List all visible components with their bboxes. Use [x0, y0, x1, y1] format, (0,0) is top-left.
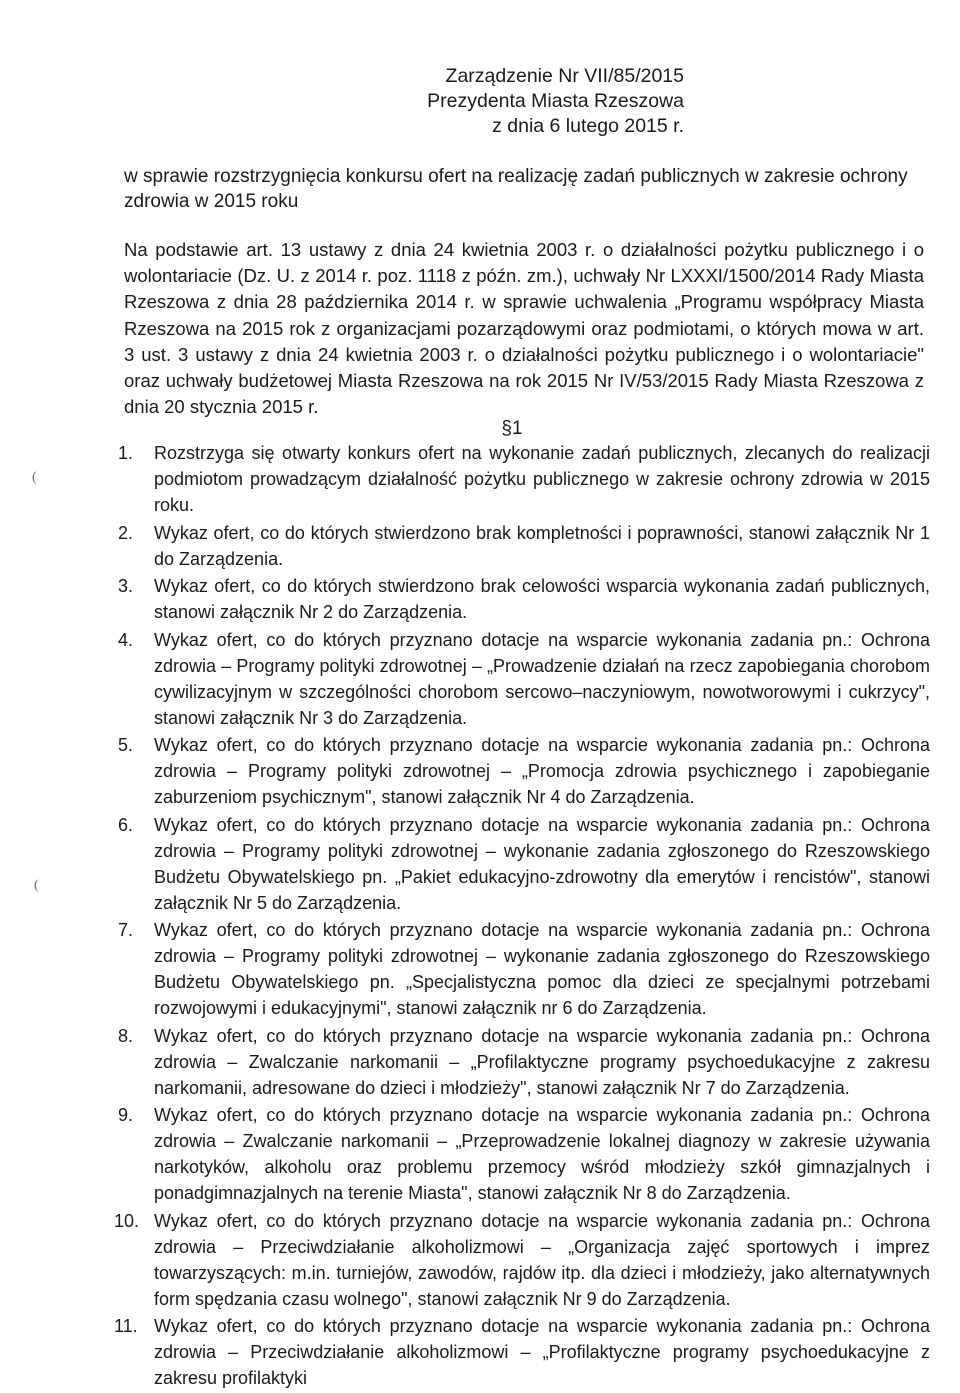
item-text: Wykaz ofert, co do których przyznano dotacje na wsparcie wykonania zadania pn.: Ochrona zdrowia – Zwalczanie narkomanii – „Profilaktyczne programy psychoedukacyjne z zakresu narkomanii, adresowane do dzieci i młodzieży", stanowi załącznik Nr 7 do Zarządzenia.: [154, 1025, 930, 1098]
margin-mark: (: [32, 470, 37, 485]
list-item: [118, 917, 930, 1021]
list-item: [118, 440, 930, 518]
item-text: Wykaz ofert, co do których przyznano dotacje na wsparcie wykonania zadania pn.: Ochrona zdrowia – Zwalczanie narkomanii – „Przeprowadzenie lokalnej diagnozy w zakresie używania narkotyków, alkoholu oraz problemu przemocy wśród młodzieży szkół gimnazjalnych i ponadgimnazjalnych na terenie Miasta", stanowi załącznik Nr 8 do Zarządzenia.: [154, 1105, 930, 1203]
item-text: Wykaz ofert, co do których przyznano dotacje na wsparcie wykonania zadania pn.: Ochrona zdrowia – Programy polityki zdrowotnej – „Prowadzenie działań na rzecz zapobiegania chorobom cywilizacyjnym w szczególności chorobom sercowo–naczyniowym, nowotworowymi i cukrzycy", stanowi załącznik Nr 3 do Zarządzenia.: [154, 629, 930, 728]
item-text: Wykaz ofert, co do których przyznano dotacje na wsparcie wykonania zadania pn.: Ochrona zdrowia – Programy polityki zdrowotnej – wykonanie zadania zgłoszonego do Rzeszowskiego Budżetu Obywatelskiego pn. „Specjalistyczna pomoc dla dzieci ze specjalnymi potrzebami rozwojowymi i edukacyjnymi", stanowi załącznik nr 6 do Zarządzenia.: [154, 920, 930, 1018]
item-number: 3.: [118, 576, 134, 596]
item-number: 1.: [118, 443, 134, 463]
ordinance-date: z dnia 6 lutego 2015 r.: [492, 115, 684, 137]
item-number: 5.: [118, 735, 134, 755]
ordinance-number: Zarządzenie Nr VII/85/2015: [445, 65, 684, 87]
list-item: [118, 812, 930, 916]
item-number: 6.: [118, 814, 134, 835]
item-text: Wykaz ofert, co do których przyznano dotacje na wsparcie wykonania zadania pn.: Ochrona zdrowia – Przeciwdziałanie alkoholizmowi – „Profilaktyczne programy psychoedukacyjne z zakresu profilaktyki: [154, 1316, 930, 1388]
item-number: 2.: [118, 522, 134, 543]
section-mark: §1: [501, 418, 523, 439]
list-item: [114, 1208, 930, 1312]
document-subject: w sprawie rozstrzygnięcia konkursu ofert na realizację zadań publicznych w zakresie ochrony zdrowia w 2015 roku: [124, 166, 908, 212]
item-number: 4.: [118, 629, 134, 650]
item-number: 7.: [118, 920, 134, 940]
item-number: 11.: [114, 1316, 138, 1336]
item-number: 9.: [118, 1105, 134, 1125]
issuing-authority: Prezydenta Miasta Rzeszowa: [427, 90, 684, 112]
legal-basis-paragraph: Na podstawie art. 13 ustawy z dnia 24 kwietnia 2003 r. o działalności pożytku publicznego i o wolontariacie (Dz. U. z 2014 r. poz. 1118 z późn. zm.), uchwały Nr LXXXI/1500/2014 Rady Miasta Rzeszowa z dnia 28 października 2014 r. w sprawie uchwalenia „Programu współpracy Miasta Rzeszowa na 2015 rok z organizacjami pozarządowymi oraz podmiotami, o których mowa w art. 3 ust. 3 ustawy z dnia 24 kwietnia 2003 r. o działalności pożytku publicznego i o wolontariacie" oraz uchwały budżetowej Miasta Rzeszowa na rok 2015 Nr IV/53/2015 Rady Miasta Rzeszowa z dnia 20 stycznia 2015 r.: [124, 239, 924, 418]
item-text: Wykaz ofert, co do których przyznano dotacje na wsparcie wykonania zadania pn.: Ochrona zdrowia – Programy polityki zdrowotnej – „Promocja zdrowia psychicznego i zapobieganie zaburzeniom psychicznym", stanowi załącznik Nr 4 do Zarządzenia.: [154, 735, 930, 807]
list-item: [118, 1023, 930, 1101]
list-item: [118, 627, 930, 731]
list-item: [118, 1102, 930, 1206]
document-heading: [300, 64, 684, 139]
item-text: Wykaz ofert, co do których stwierdzono brak kompletności i poprawności, stanowi załącznik Nr 1 do Zarządzenia.: [154, 522, 930, 569]
item-text: Wykaz ofert, co do których przyznano dotacje na wsparcie wykonania zadania pn.: Ochrona zdrowia – Przeciwdziałanie alkoholizmowi – „Organizacja zajęć sportowych i imprez towarzyszących: m.in. turniejów, zawodów, rajdów itp. dla dzieci i młodzieży, jako alternatywnych form spędzania czasu wolnego", stanowi załącznik Nr 9 do Zarządzenia.: [154, 1210, 930, 1309]
provisions-list: [114, 440, 930, 1393]
list-item: [118, 732, 930, 810]
list-item: [114, 1313, 930, 1391]
item-text: Wykaz ofert, co do których przyznano dotacje na wsparcie wykonania zadania pn.: Ochrona zdrowia – Programy polityki zdrowotnej – wykonanie zadania zgłoszonego do Rzeszowskiego Budżetu Obywatelskiego pn. „Pakiet edukacyjno-zdrowotny dla emerytów i rencistów", stanowi załącznik Nr 5 do Zarządzenia.: [154, 814, 930, 913]
list-item: [118, 573, 930, 625]
list-item: [118, 520, 930, 572]
item-number: 8.: [118, 1025, 134, 1046]
item-text: Wykaz ofert, co do których stwierdzono brak celowości wsparcia wykonania zadań publicznych, stanowi załącznik Nr 2 do Zarządzenia.: [154, 576, 930, 622]
margin-mark: (: [34, 878, 39, 893]
item-text: Rozstrzyga się otwarty konkurs ofert na wykonanie zadań publicznych, zlecanych do realizacji podmiotom prowadzącym działalność pożytku publicznego w zakresie ochrony zdrowia w 2015 roku.: [154, 443, 930, 515]
item-number: 10.: [114, 1210, 140, 1231]
